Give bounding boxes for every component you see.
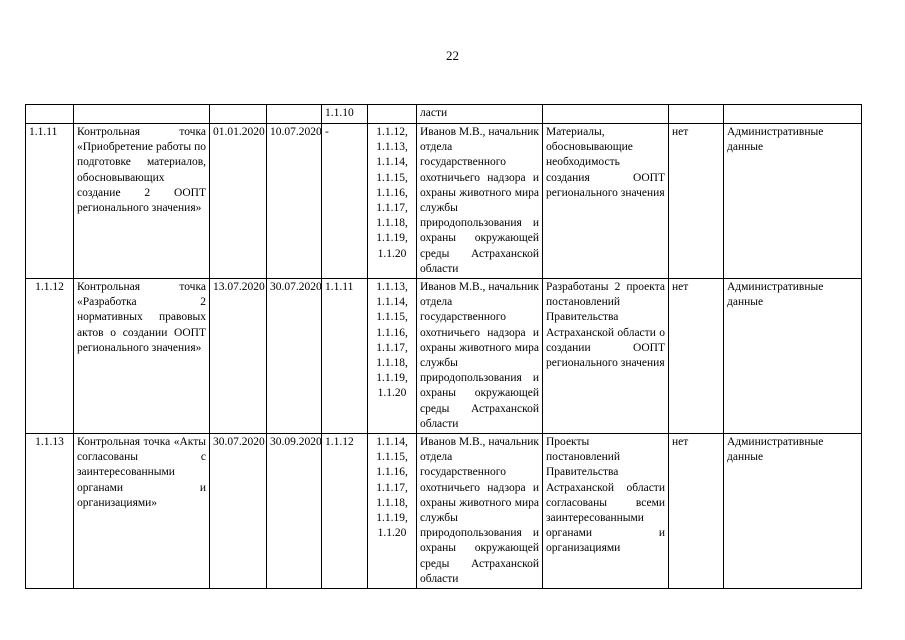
affects-item: 1.1.18, xyxy=(376,496,408,509)
affects-item: 1.1.13, xyxy=(376,141,408,154)
affects-item: 1.1.16, xyxy=(376,466,408,479)
result-cell: Материалы, обосновывающие необходимость создания ООПТ регионального значения xyxy=(543,124,669,279)
flag-cell: нет xyxy=(669,279,724,434)
responsible-cell: Иванов М.В., начальник отдела государственного охотничьего надзора и охраны животного мира службы природопользования и охраны окружающей среды Астраханской области xyxy=(417,124,543,279)
row-number: 1.1.11 xyxy=(26,124,74,279)
responsible-cell: Иванов М.В., начальник отдела государственного охотничьего надзора и охраны животного мира службы природопользования и охраны окружающей среды Астраханской области xyxy=(417,279,543,434)
result-cell: Проекты постановлений Правительства Астраханской области согласованы всеми заинтересованными органами и организациями xyxy=(543,434,669,589)
source-cell: Административные данные xyxy=(724,434,862,589)
affects-item: 1.1.14, xyxy=(376,156,408,169)
result-cell: Разработаны 2 проекта постановлений Правительства Астраханской области о создании ООПТ регионального значения xyxy=(543,279,669,434)
affects-item: 1.1.19, xyxy=(376,372,408,385)
affects-item: 1.1.17, xyxy=(376,481,408,494)
affects-item: 1.1.12, xyxy=(376,126,408,138)
affects-item: 1.1.13, xyxy=(376,281,408,294)
table-cell xyxy=(26,105,74,124)
affects-item: 1.1.15, xyxy=(376,311,408,324)
affects-item: 1.1.17, xyxy=(376,341,408,354)
end-date: 30.07.2020 xyxy=(267,279,322,434)
table-cell: ласти xyxy=(417,105,543,124)
affects-item: 1.1.19, xyxy=(376,512,408,525)
table-cell xyxy=(669,105,724,124)
table-cell xyxy=(368,105,417,124)
table-cell xyxy=(74,105,210,124)
start-date: 13.07.2020 xyxy=(210,279,267,434)
table-cell xyxy=(267,105,322,124)
affects-list xyxy=(368,434,417,589)
event-cell: Контрольная точка «Приобретение работы по подготовке материалов, обосновывающих создание 2 ООПТ регионального значения» xyxy=(74,124,210,279)
continuation-row xyxy=(26,105,862,124)
affects-list xyxy=(368,279,417,434)
flag-cell: нет xyxy=(669,124,724,279)
table-cell xyxy=(724,105,862,124)
affects-item: 1.1.20 xyxy=(377,387,407,400)
table-row xyxy=(26,279,862,434)
affects-item: 1.1.20 xyxy=(377,527,407,540)
table-cell xyxy=(210,105,267,124)
end-date: 10.07.2020 xyxy=(267,124,322,279)
page-number: 22 xyxy=(446,48,459,63)
event-cell: Контрольная точка «Разработка 2 нормативных правовых актов о создании ООПТ регионального значения» xyxy=(74,279,210,434)
affects-item: 1.1.17, xyxy=(376,202,408,215)
depends-on: 1.1.11 xyxy=(322,279,368,434)
table-row xyxy=(26,124,862,279)
affects-item: 1.1.16, xyxy=(376,326,408,339)
affects-list xyxy=(368,124,417,279)
source-cell: Административные данные xyxy=(724,124,862,279)
depends-on: 1.1.12 xyxy=(322,434,368,589)
affects-item: 1.1.15, xyxy=(376,451,408,464)
affects-item: 1.1.15, xyxy=(376,171,408,184)
table-cell: 1.1.10 xyxy=(322,105,368,124)
affects-item: 1.1.14, xyxy=(376,436,408,449)
affects-item: 1.1.14, xyxy=(376,296,408,309)
start-date: 01.01.2020 xyxy=(210,124,267,279)
table-row xyxy=(26,434,862,589)
table-cell xyxy=(543,105,669,124)
affects-item: 1.1.19, xyxy=(376,232,408,245)
affects-item: 1.1.20 xyxy=(377,247,407,260)
flag-cell: нет xyxy=(669,434,724,589)
depends-on: - xyxy=(322,124,368,279)
row-number: 1.1.13 xyxy=(26,434,74,589)
affects-item: 1.1.18, xyxy=(376,217,408,230)
source-cell: Административные данные xyxy=(724,279,862,434)
control-points-table xyxy=(25,104,862,589)
responsible-cell: Иванов М.В., начальник отдела государственного охотничьего надзора и охраны животного мира службы природопользования и охраны окружающей среды Астраханской области xyxy=(417,434,543,589)
affects-item: 1.1.16, xyxy=(376,186,408,199)
affects-item: 1.1.18, xyxy=(376,357,408,370)
end-date: 30.09.2020 xyxy=(267,434,322,589)
row-number: 1.1.12 xyxy=(26,279,74,434)
event-cell: Контрольная точка «Акты согласованы с заинтересованными органами и организациями» xyxy=(74,434,210,589)
start-date: 30.07.2020 xyxy=(210,434,267,589)
